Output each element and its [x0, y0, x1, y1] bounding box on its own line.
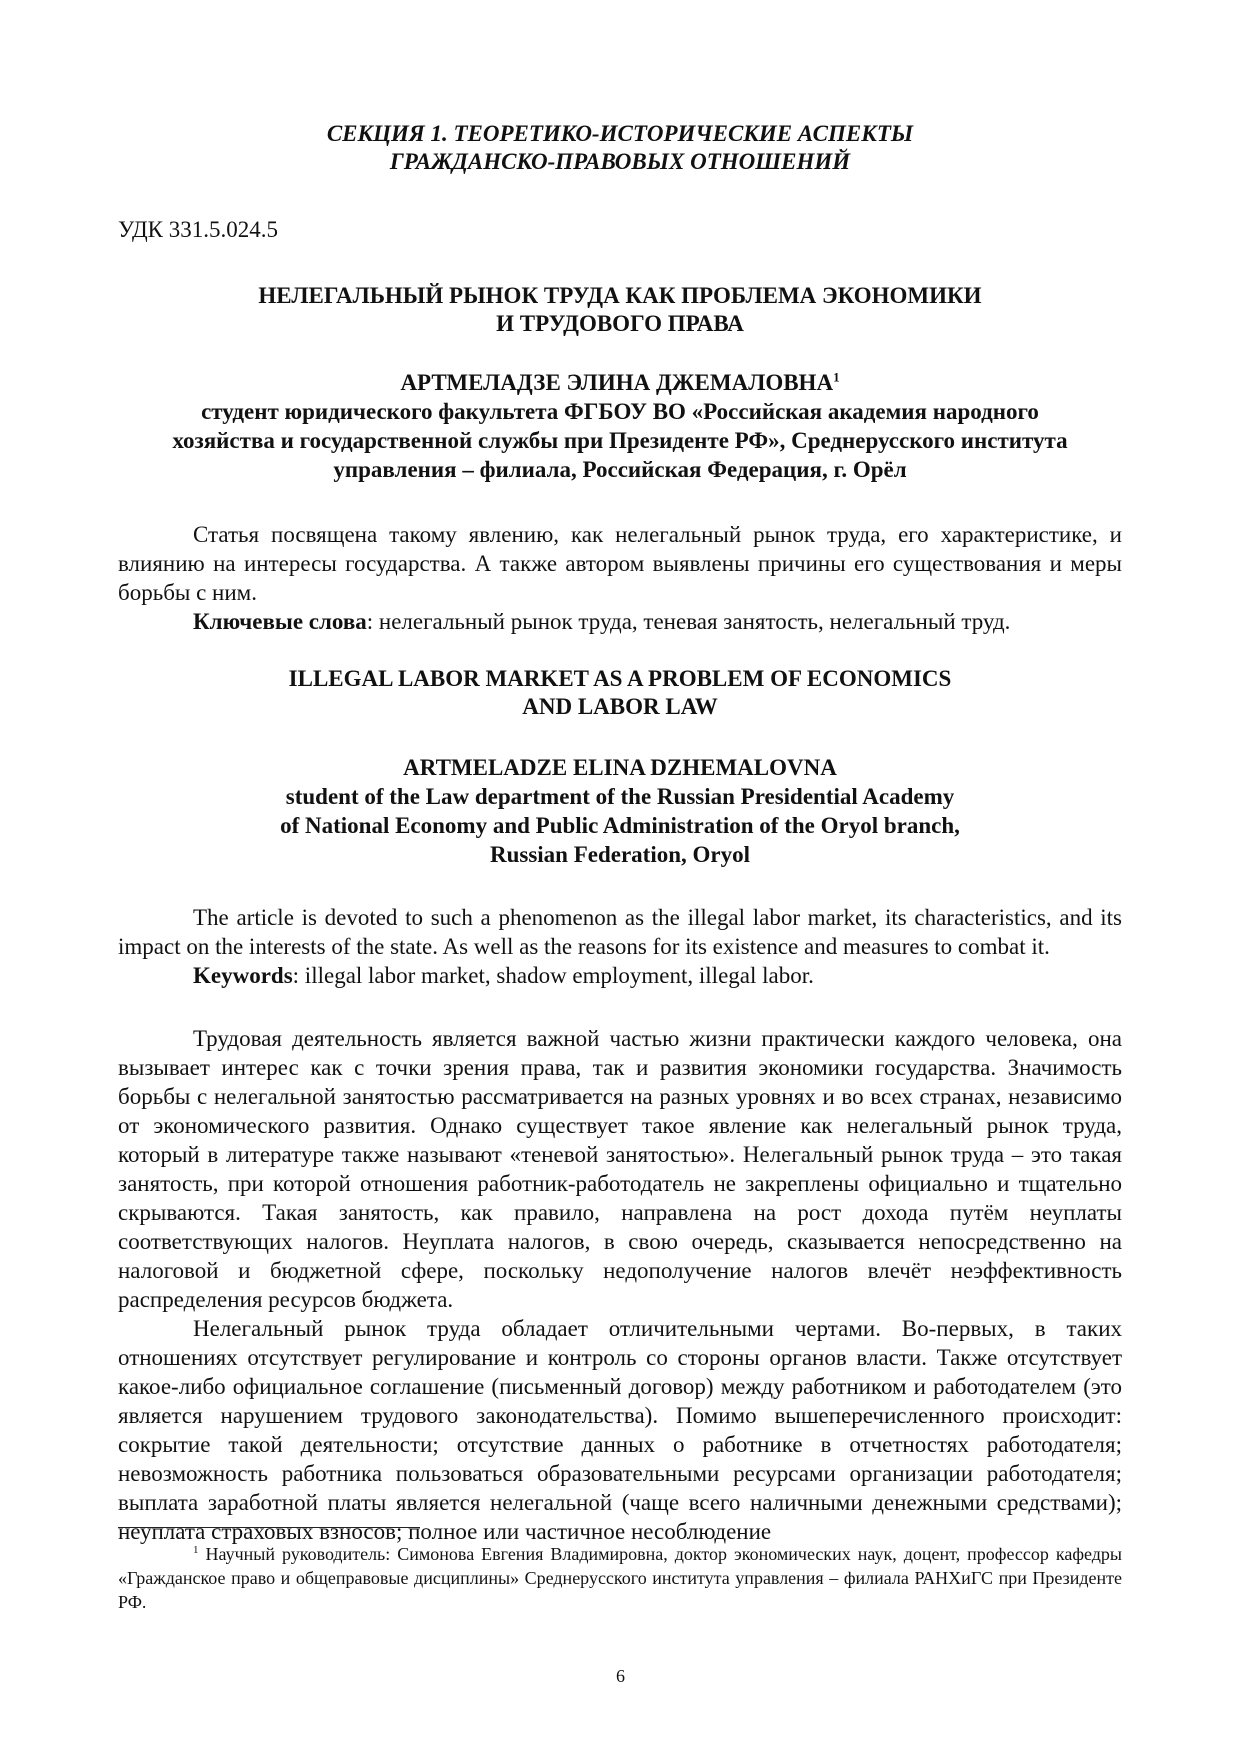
section-heading	[118, 120, 1122, 176]
en-keywords	[118, 961, 1122, 990]
section-heading-line-1: СЕКЦИЯ 1. ТЕОРЕТИКО-ИСТОРИЧЕСКИЕ АСПЕКТЫ	[326, 121, 914, 146]
ru-author	[118, 369, 1122, 397]
footnote	[118, 1542, 1122, 1614]
ru-keywords	[118, 607, 1122, 636]
ru-title-line-2: И ТРУДОВОГО ПРАВА	[496, 311, 744, 336]
footnote-text: Научный руководитель: Симонова Евгения Владимировна, доктор экономических наук, доцент, профессор кафедры «Гражданское право и общеправовые дисциплины» Среднерусского института управления – филиала РАНХиГС при Президенте РФ.	[118, 1544, 1122, 1612]
ru-article-title	[118, 282, 1122, 338]
footnote-divider	[118, 1527, 420, 1528]
section-heading-line-2: ГРАЖДАНСКО-ПРАВОВЫХ ОТНОШЕНИЙ	[389, 149, 851, 174]
en-keywords-label: Keywords	[193, 963, 293, 988]
en-title-line-1: ILLEGAL LABOR MARKET AS A PROBLEM OF ECONOMICS	[288, 666, 952, 691]
ru-affiliation-line-2: хозяйства и государственной службы при Президенте РФ», Среднерусского института	[172, 428, 1068, 453]
en-abstract: The article is devoted to such a phenomenon as the illegal labor market, its characteristics, and its impact on the interests of the state. As well as the reasons for its existence and measures to combat it.	[118, 905, 1122, 959]
en-article-title	[118, 665, 1122, 721]
ru-keywords-text: : нелегальный рынок труда, теневая занятость, нелегальный труд.	[366, 609, 1011, 634]
ru-affiliation-line-3: управления – филиала, Российская Федерация, г. Орёл	[333, 457, 907, 482]
body-paragraph-2: Нелегальный рынок труда обладает отличительными чертами. Во-первых, в таких отношениях отсутствует регулирование и контроль со стороны органов власти. Также отсутствует какое-либо официальное соглашение (письменный договор) между работником и работодателем (это является нарушением трудового законодательства). Помимо вышеперечисленного происходит: сокрытие такой деятельности; отсутствие данных о работнике в отчетностях работодателя; невозможность работника пользоваться образовательными ресурсами организации работодателя; выплата заработной платы является нелегальной (чаще всего наличными денежными средствами); неуплата страховых взносов; полное или частичное несоблюдение	[118, 1316, 1122, 1544]
ru-affiliation	[118, 397, 1122, 484]
ru-title-line-1: НЕЛЕГАЛЬНЫЙ РЫНОК ТРУДА КАК ПРОБЛЕМА ЭКОНОМИКИ	[258, 283, 982, 308]
ru-author-name: АРТМЕЛАДЗЕ ЭЛИНА ДЖЕМАЛОВНА	[400, 370, 834, 395]
en-affiliation	[118, 782, 1122, 869]
en-keywords-text: : illegal labor market, shadow employment, illegal labor.	[292, 963, 814, 988]
footnote-mark: 1	[193, 1544, 199, 1556]
ru-abstract: Статья посвящена такому явлению, как нелегальный рынок труда, его характеристике, и влиянию на интересы государства. А также автором выявлены причины его существования и меры борьбы с ним.	[118, 522, 1122, 605]
en-author: ARTMELADZE ELINA DZHEMALOVNA	[403, 755, 837, 780]
en-title-line-2: AND LABOR LAW	[522, 694, 718, 719]
page-number: 6	[616, 1666, 625, 1686]
page-content	[118, 108, 1122, 1546]
author-footnote-mark: 1	[833, 369, 840, 385]
en-affiliation-line-2: of National Economy and Public Administration of the Oryol branch,	[280, 813, 960, 838]
ru-affiliation-line-1: студент юридического факультета ФГБОУ ВО «Российская академия народного	[201, 399, 1039, 424]
ru-keywords-label: Ключевые слова	[193, 609, 367, 634]
en-affiliation-line-3: Russian Federation, Oryol	[489, 842, 751, 867]
udk-code: УДК 331.5.024.5	[118, 217, 278, 242]
en-affiliation-line-1: student of the Law department of the Russian Presidential Academy	[285, 784, 955, 809]
body-paragraph-1: Трудовая деятельность является важной частью жизни практически каждого человека, она вызывает интерес как с точки зрения права, так и развития экономики государства. Значимость борьбы с нелегальной занятостью рассматривается на разных уровнях и во всех странах, независимо от экономического развития. Однако существует такое явление как нелегальный рынок труда, который в литературе также называют «теневой занятостью». Нелегальный рынок труда – это такая занятость, при которой отношения работник-работодатель не закреплены официально и тщательно скрываются. Такая занятость, как правило, направлена на рост дохода путём неуплаты соответствующих налогов. Неуплата налогов, в свою очередь, сказывается непосредственно на налоговой и бюджетной сфере, поскольку недополучение налогов влечёт неэффективность распределения ресурсов бюджета.	[118, 1026, 1122, 1312]
